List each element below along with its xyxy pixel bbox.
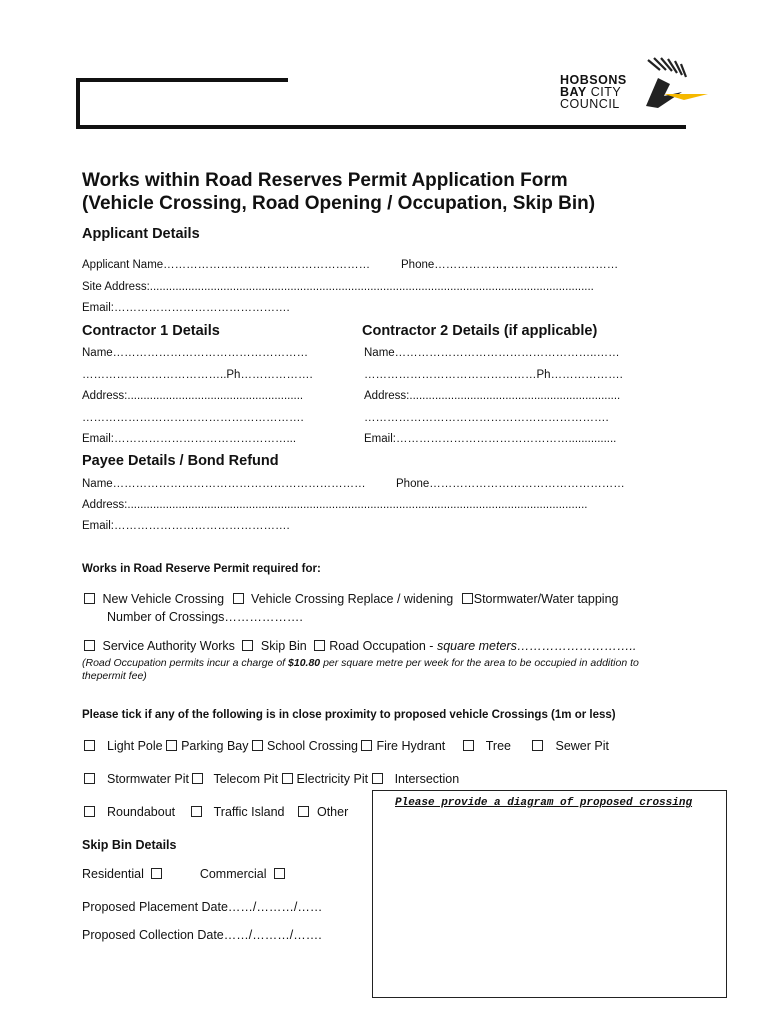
other-label: Other <box>316 805 349 819</box>
road-occupation-checkbox[interactable] <box>314 640 325 651</box>
commercial-label: Commercial <box>199 867 267 881</box>
telecom-pit-checkbox[interactable] <box>192 773 203 784</box>
pelican-icon <box>640 56 710 112</box>
frame-left-line <box>76 78 80 129</box>
skip-heading: Skip Bin Details <box>82 838 177 852</box>
c2-address2-field[interactable]: ………………………………………………………. <box>364 412 609 424</box>
title-line1: Works within Road Reserves Permit Application Form <box>82 170 568 191</box>
light-pole-checkbox[interactable] <box>84 740 95 751</box>
works-heading: Works in Road Reserve Permit required for: <box>82 563 321 575</box>
logo-line2b: CITY <box>586 85 622 99</box>
logo-line2a: BAY <box>560 85 587 99</box>
tree-label: Tree <box>485 739 511 753</box>
stormwater-tapping-label: Stormwater/Water tapping <box>473 592 619 606</box>
c1-name-field[interactable]: Name…………………………………………… <box>82 347 309 359</box>
note-c: per square metre per week for the area to be occupied in addition to <box>320 657 639 669</box>
form-title <box>82 169 595 215</box>
electricity-pit-label: Electricity Pit <box>296 772 369 786</box>
replace-crossing-checkbox[interactable] <box>233 593 244 604</box>
skip-type-row <box>82 867 289 881</box>
works-row2 <box>84 639 636 653</box>
applicant-email-field[interactable]: Email:………………………………………. <box>82 302 290 314</box>
light-pole-label: Light Pole <box>107 739 163 753</box>
commercial-checkbox[interactable] <box>274 868 285 879</box>
fire-hydrant-checkbox[interactable] <box>361 740 372 751</box>
service-authority-label: Service Authority Works <box>102 639 235 653</box>
c2-name-field[interactable]: Name……………………………………………..…… <box>364 347 620 359</box>
c2-address-field[interactable]: Address:.................................................................. <box>364 390 621 402</box>
skip-bin-checkbox[interactable] <box>242 640 253 651</box>
occupation-note <box>82 657 639 683</box>
school-crossing-label: School Crossing <box>266 739 358 753</box>
roundabout-label: Roundabout <box>107 805 176 819</box>
residential-label: Residential <box>82 867 144 881</box>
number-crossings-field[interactable]: Number of Crossings………………. <box>107 610 303 624</box>
fire-hydrant-label: Fire Hydrant <box>376 739 446 753</box>
diagram-box[interactable] <box>372 790 727 998</box>
note-d: thepermit fee) <box>82 670 147 682</box>
sewer-pit-checkbox[interactable] <box>532 740 543 751</box>
stormwater-pit-label: Stormwater Pit <box>107 772 189 786</box>
c1-phone-field[interactable]: ………………………………..Ph………………. <box>82 369 313 381</box>
note-charge: $10.80 <box>288 657 321 669</box>
new-crossing-checkbox[interactable] <box>84 593 95 604</box>
other-checkbox[interactable] <box>298 806 309 817</box>
collection-date-field[interactable]: Proposed Collection Date……/………/……. <box>82 928 322 942</box>
payee-heading: Payee Details / Bond Refund <box>82 453 279 469</box>
diagram-label: Please provide a diagram of proposed crossing <box>395 797 693 809</box>
contractor2-heading: Contractor 2 Details (if applicable) <box>362 323 598 339</box>
school-crossing-checkbox[interactable] <box>252 740 263 751</box>
parking-bay-label: Parking Bay <box>181 739 249 753</box>
intersection-checkbox[interactable] <box>372 773 383 784</box>
stormwater-pit-checkbox[interactable] <box>84 773 95 784</box>
traffic-island-checkbox[interactable] <box>191 806 202 817</box>
frame-bottom-line <box>76 125 686 129</box>
logo-line3: COUNCIL <box>560 97 620 111</box>
placement-date-field[interactable]: Proposed Placement Date……/………/…… <box>82 900 323 914</box>
note-a: (Road Occupation permits incur a charge of <box>82 657 289 669</box>
payee-phone-field[interactable]: Phone…………………………………………… <box>396 478 625 490</box>
new-crossing-label: New Vehicle Crossing <box>102 592 225 606</box>
intersection-label: Intersection <box>394 772 460 786</box>
applicant-name-field[interactable]: Applicant Name……………………………………………… <box>82 259 371 271</box>
payee-email-field[interactable]: Email:………………………………………. <box>82 520 290 532</box>
title-line2: (Vehicle Crossing, Road Opening / Occupation, Skip Bin) <box>82 193 596 214</box>
electricity-pit-checkbox[interactable] <box>282 773 293 784</box>
council-logo <box>560 74 627 110</box>
stormwater-tapping-checkbox[interactable] <box>462 593 473 604</box>
c1-address-field[interactable]: Address:....................................................... <box>82 390 304 402</box>
proximity-row3 <box>84 805 348 819</box>
c1-address2-field[interactable]: …………………………………………………. <box>82 412 304 424</box>
payee-name-field[interactable]: Name………………………………………………………… <box>82 478 366 490</box>
telecom-pit-label: Telecom Pit <box>213 772 279 786</box>
roundabout-checkbox[interactable] <box>84 806 95 817</box>
parking-bay-checkbox[interactable] <box>166 740 177 751</box>
proximity-heading: Please tick if any of the following is in close proximity to proposed vehicle Crossings (1m or less) <box>82 709 616 721</box>
skip-bin-label: Skip Bin <box>260 639 307 653</box>
square-meters-field[interactable]: square meters……………………….. <box>436 639 637 653</box>
applicant-heading: Applicant Details <box>82 226 200 242</box>
c2-email-field[interactable]: Email:………………………………………............... <box>364 433 617 445</box>
works-row1 <box>84 592 618 606</box>
frame-top-line <box>76 78 288 82</box>
proximity-row1 <box>84 739 609 753</box>
c2-phone-field[interactable]: ………………………………………Ph………………. <box>364 369 623 381</box>
traffic-island-label: Traffic Island <box>213 805 285 819</box>
residential-checkbox[interactable] <box>151 868 162 879</box>
replace-crossing-label: Vehicle Crossing Replace / widening <box>251 592 454 606</box>
payee-address-field[interactable]: Address:................................................................................................................................................ <box>82 499 588 511</box>
tree-checkbox[interactable] <box>463 740 474 751</box>
c1-email-field[interactable]: Email:………………………………………... <box>82 433 297 445</box>
proximity-row2 <box>84 772 459 786</box>
service-authority-checkbox[interactable] <box>84 640 95 651</box>
logo-line1: HOBSONS <box>560 73 627 87</box>
contractor1-heading: Contractor 1 Details <box>82 323 220 339</box>
applicant-phone-field[interactable]: Phone………………………………………… <box>401 259 619 271</box>
sewer-pit-label: Sewer Pit <box>555 739 609 753</box>
road-occupation-label: Road Occupation - <box>329 639 437 653</box>
applicant-site-field[interactable]: Site Address:........................................................................................................................................... <box>82 281 594 293</box>
